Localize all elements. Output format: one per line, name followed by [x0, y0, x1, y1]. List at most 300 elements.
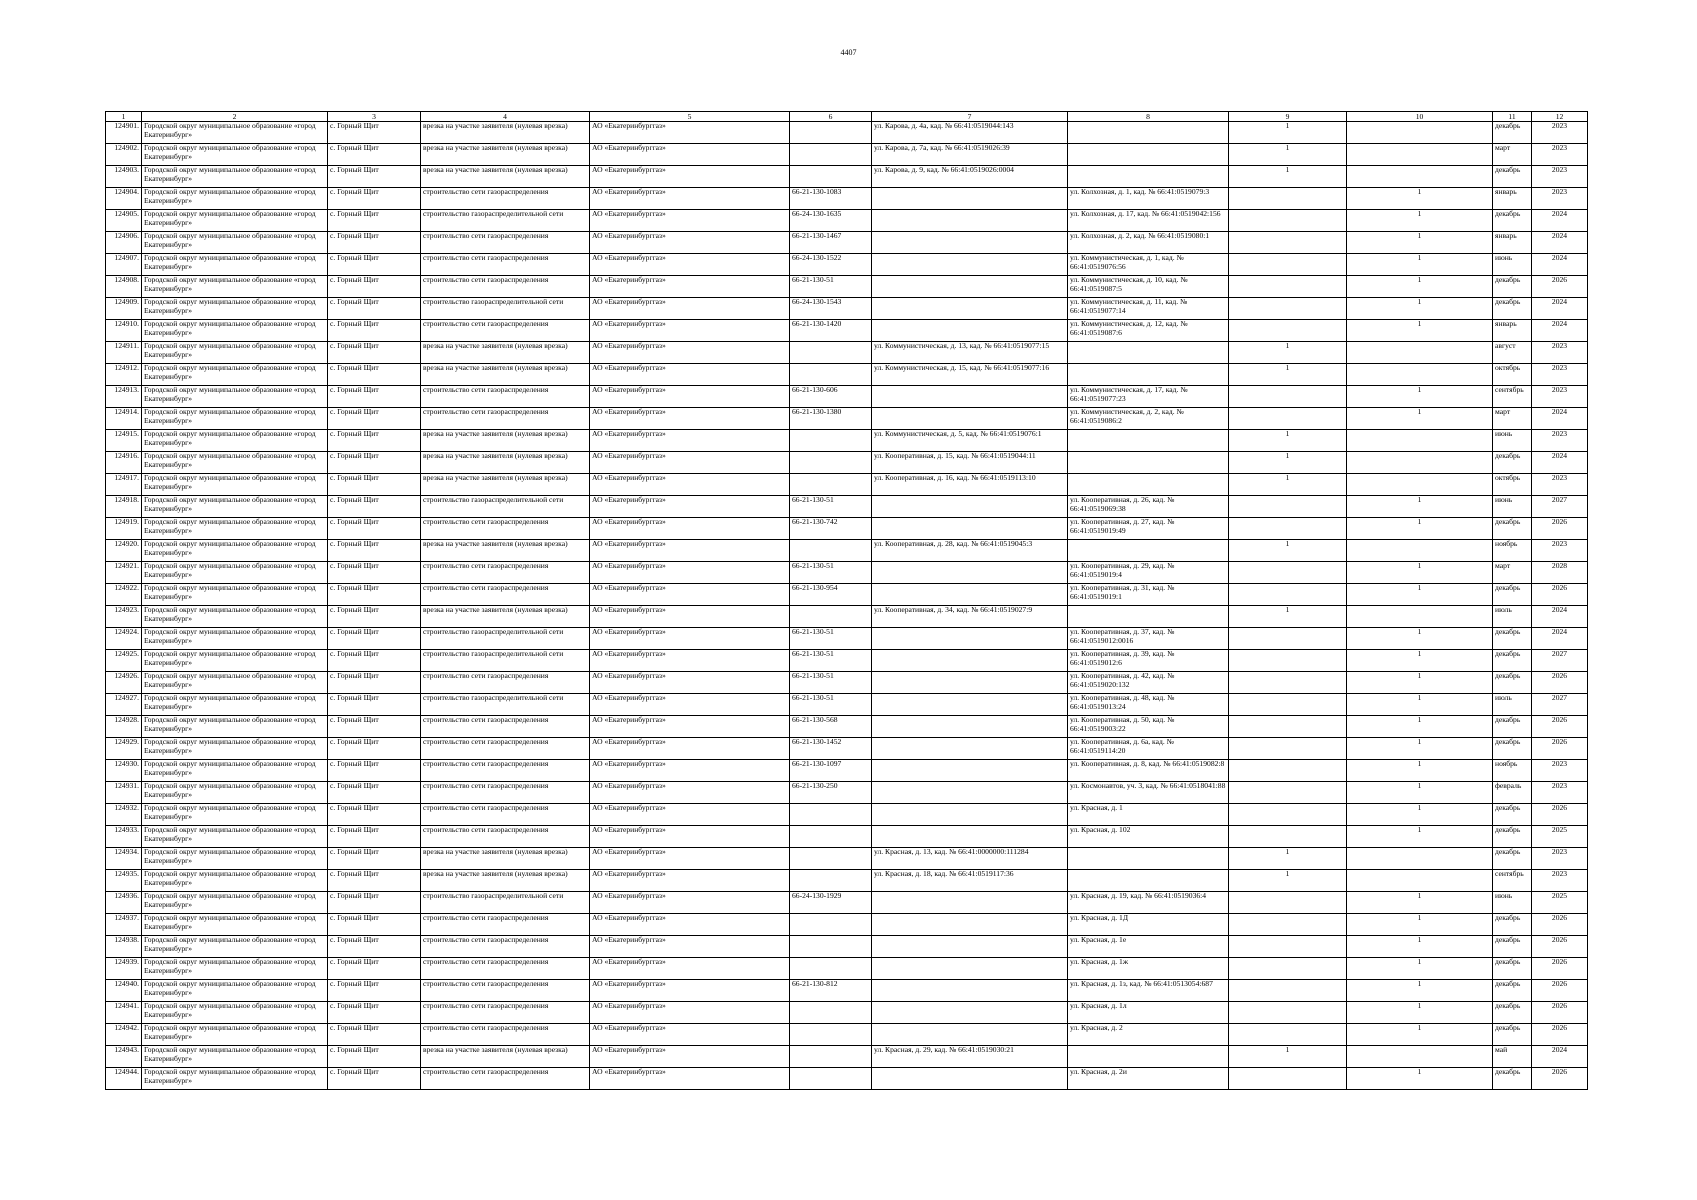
municipality-cell: Городской округ муниципальное образование «город Екатеринбург»: [142, 694, 328, 716]
address-construction-cell: [1068, 474, 1229, 496]
row-number-cell: 124918.: [106, 496, 142, 518]
organization-cell: АО «Екатеринбурггаз»: [590, 496, 790, 518]
work-type-cell: строительство сети газораспределения: [421, 958, 590, 980]
address-connection-cell: [872, 650, 1068, 672]
row-number-cell: 124936.: [106, 892, 142, 914]
year-cell: 2024: [1532, 210, 1588, 232]
row-number-cell: 124914.: [106, 408, 142, 430]
municipality-cell: Городской округ муниципальное образование «город Екатеринбург»: [142, 892, 328, 914]
table-row: [106, 826, 1588, 848]
address-construction-cell: ул. Кооперативная, д. 29, кад. № 66:41:0519019:4: [1068, 562, 1229, 584]
count-connection-cell: [1229, 716, 1347, 738]
address-connection-cell: ул. Коммунистическая, д. 15, кад. № 66:41:0519077:16: [872, 364, 1068, 386]
permit-number-cell: [790, 1068, 872, 1090]
month-cell: декабрь: [1493, 958, 1532, 980]
permit-number-cell: [790, 122, 872, 144]
address-construction-cell: ул. Красная, д. 1: [1068, 804, 1229, 826]
address-construction-cell: [1068, 606, 1229, 628]
municipality-cell: Городской округ муниципальное образование «город Екатеринбург»: [142, 496, 328, 518]
work-type-cell: строительство газораспределительной сети: [421, 694, 590, 716]
organization-cell: АО «Екатеринбурггаз»: [590, 936, 790, 958]
table-row: [106, 254, 1588, 276]
column-header: 5: [590, 112, 790, 122]
row-number-cell: 124903.: [106, 166, 142, 188]
organization-cell: АО «Екатеринбурггаз»: [590, 782, 790, 804]
table-row: [106, 606, 1588, 628]
organization-cell: АО «Екатеринбурггаз»: [590, 848, 790, 870]
count-construction-cell: [1347, 122, 1493, 144]
settlement-cell: с. Горный Щит: [328, 848, 421, 870]
work-type-cell: строительство сети газораспределения: [421, 320, 590, 342]
address-connection-cell: ул. Красная, д. 29, кад. № 66:41:0519030:21: [872, 1046, 1068, 1068]
permit-number-cell: [790, 144, 872, 166]
month-cell: декабрь: [1493, 650, 1532, 672]
organization-cell: АО «Екатеринбурггаз»: [590, 452, 790, 474]
year-cell: 2026: [1532, 738, 1588, 760]
year-cell: 2023: [1532, 474, 1588, 496]
table-row: [106, 958, 1588, 980]
year-cell: 2026: [1532, 584, 1588, 606]
month-cell: декабрь: [1493, 298, 1532, 320]
address-connection-cell: [872, 804, 1068, 826]
count-construction-cell: [1347, 144, 1493, 166]
address-connection-cell: [872, 738, 1068, 760]
address-construction-cell: ул. Кооперативная, д. 50, кад. № 66:41:0519003:22: [1068, 716, 1229, 738]
table-row: [106, 914, 1588, 936]
municipality-cell: Городской округ муниципальное образование «город Екатеринбург»: [142, 1002, 328, 1024]
row-number-cell: 124912.: [106, 364, 142, 386]
address-construction-cell: ул. Красная, д. 1л: [1068, 1002, 1229, 1024]
row-number-cell: 124928.: [106, 716, 142, 738]
organization-cell: АО «Екатеринбурггаз»: [590, 518, 790, 540]
address-connection-cell: [872, 320, 1068, 342]
month-cell: ноябрь: [1493, 760, 1532, 782]
organization-cell: АО «Екатеринбурггаз»: [590, 144, 790, 166]
table-row: [106, 166, 1588, 188]
municipality-cell: Городской округ муниципальное образование «город Екатеринбург»: [142, 980, 328, 1002]
municipality-cell: Городской округ муниципальное образование «город Екатеринбург»: [142, 848, 328, 870]
organization-cell: АО «Екатеринбурггаз»: [590, 276, 790, 298]
permit-number-cell: [790, 914, 872, 936]
row-number-cell: 124938.: [106, 936, 142, 958]
count-construction-cell: 1: [1347, 628, 1493, 650]
organization-cell: АО «Екатеринбурггаз»: [590, 980, 790, 1002]
month-cell: ноябрь: [1493, 540, 1532, 562]
municipality-cell: Городской округ муниципальное образование «город Екатеринбург»: [142, 826, 328, 848]
municipality-cell: Городской округ муниципальное образование «город Екатеринбург»: [142, 606, 328, 628]
row-number-cell: 124927.: [106, 694, 142, 716]
work-type-cell: врезка на участке заявителя (нулевая врезка): [421, 144, 590, 166]
address-construction-cell: ул. Кооперативная, д. 31, кад. № 66:41:0519019:1: [1068, 584, 1229, 606]
address-connection-cell: ул. Карова, д. 4а, кад. № 66:41:0519044:143: [872, 122, 1068, 144]
table-row: [106, 386, 1588, 408]
count-connection-cell: [1229, 320, 1347, 342]
row-number-cell: 124934.: [106, 848, 142, 870]
column-header: 3: [328, 112, 421, 122]
address-connection-cell: [872, 936, 1068, 958]
address-connection-cell: [872, 716, 1068, 738]
organization-cell: АО «Екатеринбурггаз»: [590, 188, 790, 210]
settlement-cell: с. Горный Щит: [328, 606, 421, 628]
address-construction-cell: ул. Колхозная, д. 1, кад. № 66:41:0519079:3: [1068, 188, 1229, 210]
organization-cell: АО «Екатеринбурггаз»: [590, 210, 790, 232]
permit-number-cell: [790, 1002, 872, 1024]
row-number-cell: 124939.: [106, 958, 142, 980]
table-row: [106, 1068, 1588, 1090]
address-connection-cell: ул. Кооперативная, д. 34, кад. № 66:41:0519027:9: [872, 606, 1068, 628]
permit-number-cell: 66-21-130-1083: [790, 188, 872, 210]
count-construction-cell: [1347, 166, 1493, 188]
count-connection-cell: [1229, 738, 1347, 760]
work-type-cell: строительство газораспределительной сети: [421, 892, 590, 914]
work-type-cell: врезка на участке заявителя (нулевая врезка): [421, 122, 590, 144]
work-type-cell: строительство сети газораспределения: [421, 738, 590, 760]
work-type-cell: строительство газораспределительной сети: [421, 298, 590, 320]
row-number-cell: 124932.: [106, 804, 142, 826]
settlement-cell: с. Горный Щит: [328, 122, 421, 144]
count-construction-cell: 1: [1347, 1024, 1493, 1046]
permit-number-cell: 66-21-130-742: [790, 518, 872, 540]
count-connection-cell: 1: [1229, 540, 1347, 562]
address-connection-cell: ул. Коммунистическая, д. 5, кад. № 66:41:0519076:1: [872, 430, 1068, 452]
address-connection-cell: [872, 386, 1068, 408]
count-construction-cell: 1: [1347, 826, 1493, 848]
year-cell: 2024: [1532, 606, 1588, 628]
work-type-cell: строительство сети газораспределения: [421, 804, 590, 826]
work-type-cell: врезка на участке заявителя (нулевая врезка): [421, 540, 590, 562]
month-cell: июнь: [1493, 254, 1532, 276]
row-number-cell: 124926.: [106, 672, 142, 694]
month-cell: декабрь: [1493, 584, 1532, 606]
count-construction-cell: 1: [1347, 914, 1493, 936]
settlement-cell: с. Горный Щит: [328, 672, 421, 694]
permit-number-cell: 66-21-130-51: [790, 276, 872, 298]
row-number-cell: 124901.: [106, 122, 142, 144]
month-cell: октябрь: [1493, 474, 1532, 496]
settlement-cell: с. Горный Щит: [328, 914, 421, 936]
address-construction-cell: [1068, 540, 1229, 562]
month-cell: март: [1493, 562, 1532, 584]
work-type-cell: строительство сети газораспределения: [421, 782, 590, 804]
table-row: [106, 210, 1588, 232]
permit-number-cell: 66-21-130-812: [790, 980, 872, 1002]
count-connection-cell: [1229, 254, 1347, 276]
row-number-cell: 124920.: [106, 540, 142, 562]
address-connection-cell: [872, 1068, 1068, 1090]
settlement-cell: с. Горный Щит: [328, 474, 421, 496]
settlement-cell: с. Горный Щит: [328, 804, 421, 826]
count-construction-cell: [1347, 870, 1493, 892]
address-construction-cell: ул. Колхозная, д. 17, кад. № 66:41:0519042:156: [1068, 210, 1229, 232]
year-cell: 2027: [1532, 694, 1588, 716]
count-construction-cell: 1: [1347, 386, 1493, 408]
work-type-cell: строительство газораспределительной сети: [421, 628, 590, 650]
row-number-cell: 124925.: [106, 650, 142, 672]
work-type-cell: строительство сети газораспределения: [421, 584, 590, 606]
count-construction-cell: [1347, 606, 1493, 628]
count-construction-cell: 1: [1347, 892, 1493, 914]
year-cell: 2026: [1532, 958, 1588, 980]
permit-number-cell: [790, 474, 872, 496]
table-row: [106, 892, 1588, 914]
organization-cell: АО «Екатеринбурггаз»: [590, 386, 790, 408]
address-construction-cell: ул. Красная, д. 1Д: [1068, 914, 1229, 936]
address-construction-cell: ул. Коммунистическая, д. 17, кад. № 66:41:0519077:23: [1068, 386, 1229, 408]
column-header: 8: [1068, 112, 1229, 122]
work-type-cell: строительство сети газораспределения: [421, 1068, 590, 1090]
count-construction-cell: 1: [1347, 584, 1493, 606]
row-number-cell: 124902.: [106, 144, 142, 166]
municipality-cell: Городской округ муниципальное образование «город Екатеринбург»: [142, 276, 328, 298]
permit-number-cell: [790, 936, 872, 958]
count-connection-cell: 1: [1229, 144, 1347, 166]
permit-number-cell: 66-21-130-51: [790, 628, 872, 650]
work-type-cell: врезка на участке заявителя (нулевая врезка): [421, 364, 590, 386]
address-construction-cell: ул. Красная, д. 102: [1068, 826, 1229, 848]
work-type-cell: строительство сети газораспределения: [421, 254, 590, 276]
table-body: [106, 122, 1588, 1090]
municipality-cell: Городской округ муниципальное образование «город Екатеринбург»: [142, 342, 328, 364]
settlement-cell: с. Горный Щит: [328, 628, 421, 650]
settlement-cell: с. Горный Щит: [328, 254, 421, 276]
municipality-cell: Городской округ муниципальное образование «город Екатеринбург»: [142, 760, 328, 782]
settlement-cell: с. Горный Щит: [328, 1046, 421, 1068]
month-cell: декабрь: [1493, 518, 1532, 540]
year-cell: 2028: [1532, 562, 1588, 584]
municipality-cell: Городской округ муниципальное образование «город Екатеринбург»: [142, 144, 328, 166]
month-cell: декабрь: [1493, 848, 1532, 870]
municipality-cell: Городской округ муниципальное образование «город Екатеринбург»: [142, 958, 328, 980]
column-header: 11: [1493, 112, 1532, 122]
address-construction-cell: ул. Космонавтов, уч. 3, кад. № 66:41:0518041:88: [1068, 782, 1229, 804]
count-connection-cell: [1229, 694, 1347, 716]
month-cell: декабрь: [1493, 672, 1532, 694]
year-cell: 2026: [1532, 1024, 1588, 1046]
row-number-cell: 124907.: [106, 254, 142, 276]
count-connection-cell: 1: [1229, 122, 1347, 144]
organization-cell: АО «Екатеринбурггаз»: [590, 342, 790, 364]
year-cell: 2023: [1532, 188, 1588, 210]
year-cell: 2026: [1532, 1068, 1588, 1090]
settlement-cell: с. Горный Щит: [328, 958, 421, 980]
permit-number-cell: 66-21-130-51: [790, 496, 872, 518]
year-cell: 2026: [1532, 980, 1588, 1002]
address-connection-cell: [872, 298, 1068, 320]
settlement-cell: с. Горный Щит: [328, 320, 421, 342]
permit-number-cell: 66-21-130-51: [790, 562, 872, 584]
municipality-cell: Городской округ муниципальное образование «город Екатеринбург»: [142, 540, 328, 562]
permit-number-cell: [790, 342, 872, 364]
address-connection-cell: [872, 1002, 1068, 1024]
count-construction-cell: 1: [1347, 1068, 1493, 1090]
count-construction-cell: [1347, 342, 1493, 364]
work-type-cell: врезка на участке заявителя (нулевая врезка): [421, 606, 590, 628]
permit-number-cell: 66-21-130-1097: [790, 760, 872, 782]
municipality-cell: Городской округ муниципальное образование «город Екатеринбург»: [142, 584, 328, 606]
permit-number-cell: 66-21-130-250: [790, 782, 872, 804]
address-connection-cell: [872, 1024, 1068, 1046]
table-row: [106, 672, 1588, 694]
address-connection-cell: [872, 276, 1068, 298]
settlement-cell: с. Горный Щит: [328, 936, 421, 958]
permit-number-cell: [790, 958, 872, 980]
month-cell: июнь: [1493, 496, 1532, 518]
count-connection-cell: [1229, 232, 1347, 254]
month-cell: декабрь: [1493, 1024, 1532, 1046]
table-row: [106, 650, 1588, 672]
permit-number-cell: 66-21-130-568: [790, 716, 872, 738]
row-number-cell: 124913.: [106, 386, 142, 408]
year-cell: 2027: [1532, 650, 1588, 672]
table-row: [106, 298, 1588, 320]
settlement-cell: с. Горный Щит: [328, 980, 421, 1002]
organization-cell: АО «Екатеринбурггаз»: [590, 914, 790, 936]
count-connection-cell: 1: [1229, 606, 1347, 628]
work-type-cell: строительство сети газораспределения: [421, 826, 590, 848]
year-cell: 2024: [1532, 628, 1588, 650]
table-row: [106, 364, 1588, 386]
address-connection-cell: [872, 254, 1068, 276]
count-construction-cell: 1: [1347, 298, 1493, 320]
work-type-cell: строительство сети газораспределения: [421, 276, 590, 298]
count-construction-cell: 1: [1347, 320, 1493, 342]
work-type-cell: строительство сети газораспределения: [421, 562, 590, 584]
month-cell: сентябрь: [1493, 386, 1532, 408]
row-number-cell: 124931.: [106, 782, 142, 804]
row-number-cell: 124910.: [106, 320, 142, 342]
count-construction-cell: 1: [1347, 254, 1493, 276]
year-cell: 2023: [1532, 782, 1588, 804]
table-row: [106, 144, 1588, 166]
organization-cell: АО «Екатеринбурггаз»: [590, 694, 790, 716]
count-construction-cell: 1: [1347, 562, 1493, 584]
organization-cell: АО «Екатеринбурггаз»: [590, 650, 790, 672]
count-construction-cell: [1347, 848, 1493, 870]
table-row: [106, 342, 1588, 364]
row-number-cell: 124941.: [106, 1002, 142, 1024]
table-row: [106, 540, 1588, 562]
settlement-cell: с. Горный Щит: [328, 584, 421, 606]
address-construction-cell: ул. Красная, д. 1з, кад. № 66:41:0513054:687: [1068, 980, 1229, 1002]
organization-cell: АО «Екатеринбурггаз»: [590, 1068, 790, 1090]
year-cell: 2024: [1532, 320, 1588, 342]
month-cell: июль: [1493, 606, 1532, 628]
address-connection-cell: [872, 496, 1068, 518]
municipality-cell: Городской округ муниципальное образование «город Екатеринбург»: [142, 386, 328, 408]
table-row: [106, 452, 1588, 474]
count-construction-cell: 1: [1347, 804, 1493, 826]
organization-cell: АО «Екатеринбурггаз»: [590, 606, 790, 628]
permit-number-cell: 66-21-130-606: [790, 386, 872, 408]
row-number-cell: 124917.: [106, 474, 142, 496]
count-construction-cell: 1: [1347, 738, 1493, 760]
year-cell: 2023: [1532, 540, 1588, 562]
organization-cell: АО «Екатеринбурггаз»: [590, 672, 790, 694]
organization-cell: АО «Екатеринбурггаз»: [590, 584, 790, 606]
settlement-cell: с. Горный Щит: [328, 518, 421, 540]
address-construction-cell: [1068, 364, 1229, 386]
settlement-cell: с. Горный Щит: [328, 386, 421, 408]
organization-cell: АО «Екатеринбурггаз»: [590, 738, 790, 760]
address-construction-cell: ул. Коммунистическая, д. 11, кад. № 66:41:0519077:14: [1068, 298, 1229, 320]
table-row: [106, 276, 1588, 298]
count-connection-cell: [1229, 650, 1347, 672]
permit-number-cell: 66-21-130-1380: [790, 408, 872, 430]
count-connection-cell: [1229, 298, 1347, 320]
municipality-cell: Городской округ муниципальное образование «город Екатеринбург»: [142, 320, 328, 342]
address-connection-cell: [872, 584, 1068, 606]
permit-number-cell: 66-21-130-1420: [790, 320, 872, 342]
count-connection-cell: [1229, 1068, 1347, 1090]
count-construction-cell: 1: [1347, 760, 1493, 782]
count-construction-cell: [1347, 452, 1493, 474]
count-connection-cell: [1229, 980, 1347, 1002]
year-cell: 2024: [1532, 1046, 1588, 1068]
address-construction-cell: [1068, 452, 1229, 474]
count-connection-cell: [1229, 892, 1347, 914]
month-cell: декабрь: [1493, 716, 1532, 738]
work-type-cell: врезка на участке заявителя (нулевая врезка): [421, 1046, 590, 1068]
address-construction-cell: ул. Коммунистическая, д. 10, кад. № 66:41:0519087:5: [1068, 276, 1229, 298]
settlement-cell: с. Горный Щит: [328, 342, 421, 364]
address-construction-cell: [1068, 1046, 1229, 1068]
month-cell: март: [1493, 408, 1532, 430]
year-cell: 2023: [1532, 166, 1588, 188]
work-type-cell: врезка на участке заявителя (нулевая врезка): [421, 474, 590, 496]
address-construction-cell: ул. Красная, д. 19, кад. № 66:41:0519036:4: [1068, 892, 1229, 914]
address-connection-cell: [872, 958, 1068, 980]
address-construction-cell: [1068, 166, 1229, 188]
address-construction-cell: [1068, 430, 1229, 452]
row-number-cell: 124922.: [106, 584, 142, 606]
year-cell: 2023: [1532, 386, 1588, 408]
organization-cell: АО «Екатеринбурггаз»: [590, 1024, 790, 1046]
organization-cell: АО «Екатеринбурггаз»: [590, 430, 790, 452]
row-number-cell: 124937.: [106, 914, 142, 936]
municipality-cell: Городской округ муниципальное образование «город Екатеринбург»: [142, 430, 328, 452]
year-cell: 2027: [1532, 496, 1588, 518]
table-row: [106, 694, 1588, 716]
organization-cell: АО «Екатеринбурггаз»: [590, 474, 790, 496]
municipality-cell: Городской округ муниципальное образование «город Екатеринбург»: [142, 122, 328, 144]
address-connection-cell: [872, 694, 1068, 716]
municipality-cell: Городской округ муниципальное образование «город Екатеринбург»: [142, 804, 328, 826]
count-construction-cell: 1: [1347, 1002, 1493, 1024]
count-connection-cell: [1229, 628, 1347, 650]
row-number-cell: 124911.: [106, 342, 142, 364]
row-number-cell: 124904.: [106, 188, 142, 210]
permit-number-cell: [790, 540, 872, 562]
count-connection-cell: [1229, 782, 1347, 804]
organization-cell: АО «Екатеринбурггаз»: [590, 298, 790, 320]
year-cell: 2026: [1532, 276, 1588, 298]
address-connection-cell: ул. Красная, д. 13, кад. № 66:41:0000000:111284: [872, 848, 1068, 870]
month-cell: январь: [1493, 188, 1532, 210]
year-cell: 2026: [1532, 518, 1588, 540]
row-number-cell: 124929.: [106, 738, 142, 760]
table-row: [106, 188, 1588, 210]
month-cell: июнь: [1493, 430, 1532, 452]
month-cell: март: [1493, 144, 1532, 166]
organization-cell: АО «Екатеринбурггаз»: [590, 760, 790, 782]
year-cell: 2023: [1532, 430, 1588, 452]
column-header: 2: [142, 112, 328, 122]
address-construction-cell: [1068, 848, 1229, 870]
month-cell: декабрь: [1493, 1068, 1532, 1090]
settlement-cell: с. Горный Щит: [328, 452, 421, 474]
row-number-cell: 124919.: [106, 518, 142, 540]
row-number-cell: 124943.: [106, 1046, 142, 1068]
